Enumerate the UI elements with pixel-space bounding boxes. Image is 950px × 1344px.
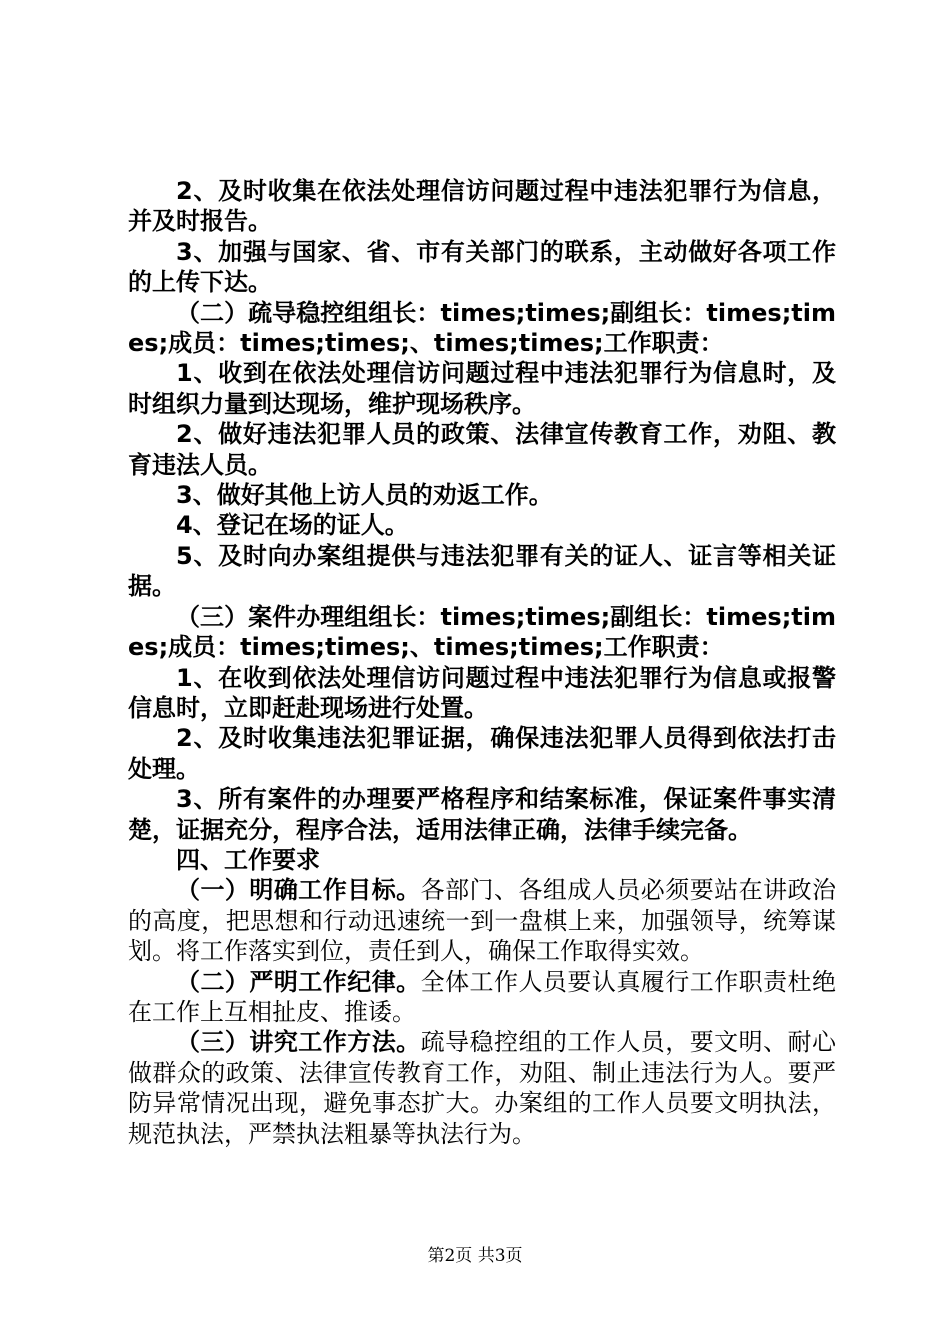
document-body [128, 176, 836, 1149]
paragraph-item-3: 3、加强与国家、省、市有关部门的联系，主动做好各项工作的上传下达。 [128, 237, 836, 297]
page-number-footer: 第2页 共3页 [427, 1246, 523, 1266]
paragraph-item-2: 2、及时收集在依法处理信访问题过程中违法犯罪行为信息，并及时报告。 [128, 177, 836, 236]
section-heading-case-group: （三）案件办理组组长：times;times;副组长：times;times;成员：times;times;、times;times;工作职责： [128, 602, 836, 662]
requirement-method [128, 1027, 836, 1149]
section-heading-work-requirements: 四、工作要求 [176, 845, 320, 874]
paragraph-case-2: 2、及时收集违法犯罪证据，确保违法犯罪人员得到依法打击处理。 [128, 724, 836, 783]
paragraph-guidance-1: 1、收到在依法处理信访问题过程中违法犯罪行为信息时，及时组织力量到达现场，维护现场秩序。 [128, 359, 836, 418]
paragraph-guidance-3: 3、做好其他上访人员的劝返工作。 [176, 481, 553, 510]
section-heading-guidance-group: （二）疏导稳控组组长：times;times;副组长：times;times;成员：times;times;、times;times;工作职责： [128, 298, 836, 358]
paragraph-case-3: 3、所有案件的办理要严格程序和结案标准，保证案件事实清楚，证据充分，程序合法，适用法律正确，法律手续完备。 [128, 785, 836, 844]
requirement-method-heading: （三）讲究工作方法。 [176, 1028, 421, 1057]
paragraph-case-1: 1、在收到依法处理信访问题过程中违法犯罪行为信息或报警信息时，立即赶赴现场进行处置。 [128, 663, 836, 722]
requirement-goal-heading: （一）明确工作目标。 [176, 876, 421, 905]
requirement-goal-body: 各部门、各组成人员必须要站在讲政治的高度，把思想和行动迅速统一到一盘棋上来，加强领导，统筹谋划。将工作落实到位，责任到人，确保工作取得实效。 [128, 876, 837, 966]
requirement-discipline-heading: （二）严明工作纪律。 [176, 967, 421, 996]
requirement-discipline-body: 全体工作人员要认真履行工作职责杜绝在工作上互相扯皮、推诿。 [128, 967, 837, 1026]
requirement-discipline [128, 967, 836, 1028]
requirement-method-body: 疏导稳控组的工作人员，要文明、耐心做群众的政策、法律宣传教育工作，劝阻、制止违法行为人。要严防异常情况出现，避免事态扩大。办案组的工作人员要文明执法，规范执法，严禁执法粗暴等执法行为。 [128, 1028, 837, 1148]
paragraph-guidance-4: 4、登记在场的证人。 [176, 511, 409, 540]
paragraph-guidance-2: 2、做好违法犯罪人员的政策、法律宣传教育工作，劝阻、教育违法人员。 [128, 420, 836, 479]
paragraph-guidance-5: 5、及时向办案组提供与违法犯罪有关的证人、证言等相关证据。 [128, 541, 836, 601]
requirement-goal [128, 875, 836, 966]
